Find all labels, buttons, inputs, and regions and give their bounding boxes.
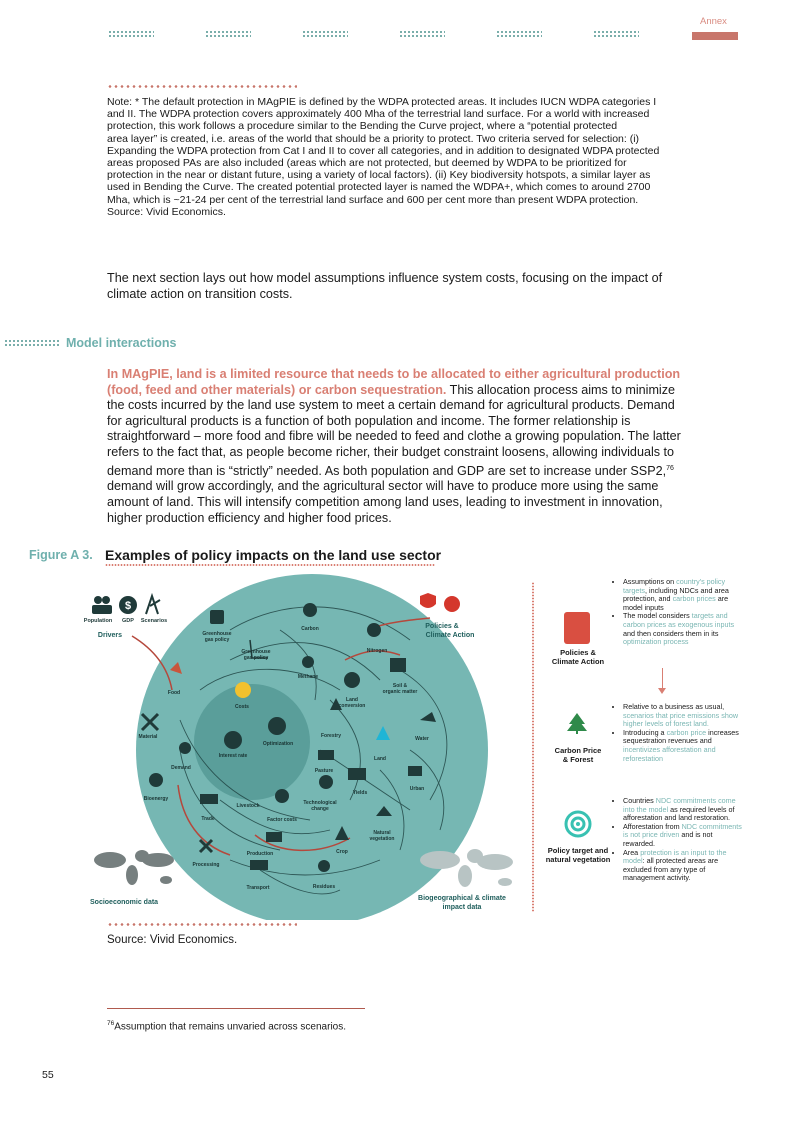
svg-text:$: $	[124, 600, 132, 612]
land-use-diagram	[80, 570, 540, 920]
header-dots-1	[108, 30, 154, 38]
note-block	[107, 96, 747, 218]
header-dots-6	[593, 30, 639, 38]
seg: increases sequestration revenues and	[623, 727, 739, 746]
node-ghg2-1: Greenhouse	[241, 649, 271, 655]
policy-shield-icon	[420, 593, 436, 608]
node-livestock: Livestock	[236, 803, 260, 809]
climate-icon	[444, 596, 460, 612]
node-ghg1-1: Greenhouse	[202, 631, 232, 637]
note-line: area layer” is created, i.e. areas of the world that should be a priority to protect. Two criteria served for selection: (i)	[107, 132, 640, 145]
forest-icon	[566, 712, 588, 734]
body-line: refers to the fact that, as people become richer, their budget constraint loosens, allowing individuals to	[107, 444, 675, 459]
footnote-text: Assumption that remains unvaried across scenarios.	[114, 1021, 347, 1033]
node-bioenergy: Bioenergy	[143, 796, 169, 802]
urban-icon	[408, 766, 422, 776]
header-dots-5	[496, 30, 542, 38]
panel-1-bullet	[623, 612, 744, 646]
note-divider	[107, 85, 297, 88]
seg: Afforestation from	[623, 821, 682, 831]
seg: Introducing a	[623, 727, 667, 737]
section-dots	[4, 339, 60, 347]
body-line: demand will grow accordingly, and the agricultural sector will have to produce more using the same	[107, 479, 659, 494]
body-line: for agricultural products is a function of both population and income. The former relationship is	[107, 413, 631, 428]
note-line: areas proposed PAs are also included (areas which are not protected, but deemed by WDPA to be prioritized for	[107, 157, 627, 170]
tech-icon	[319, 775, 333, 789]
header-dots-2	[205, 30, 251, 38]
footnote-number: 76	[107, 1020, 115, 1027]
greenhouse-icon	[210, 610, 224, 624]
node-pasture: Pasture	[314, 768, 334, 774]
node-urban: Urban	[409, 786, 425, 792]
driver-scenarios: Scenarios	[140, 618, 168, 624]
seg-teal: carbon price	[666, 727, 707, 737]
seg: are model inputs	[623, 594, 729, 612]
driver-population: Population	[83, 618, 113, 624]
seg-teal: country's policy targets	[623, 577, 726, 595]
node-transport: Transport	[246, 885, 270, 891]
interest-icon	[224, 731, 242, 749]
panel-3-bullet	[623, 849, 744, 883]
gdp-icon	[119, 596, 137, 614]
seg-teal: NDC commitments is not price driven	[623, 821, 742, 840]
panel-1-label	[545, 648, 611, 666]
land-conversion-icon	[344, 672, 360, 688]
node-land-conversion-1: Land	[346, 697, 358, 703]
seg: Assumptions on	[623, 577, 677, 586]
node-costs: Costs	[235, 704, 249, 710]
bio-map-icon	[420, 849, 513, 887]
header-dots-4	[399, 30, 445, 38]
node-material: Material	[138, 734, 158, 740]
body-line: straightforward – more food and fibre will be needed to feed and clothe a growing population. The latter	[107, 429, 681, 444]
footnote	[107, 1020, 346, 1032]
nitrogen-icon	[367, 623, 381, 637]
node-tech-2: change	[311, 806, 329, 812]
node-optimization: Optimization	[262, 741, 294, 747]
seg: : all protected areas are excluded from any type of management activity.	[623, 856, 719, 883]
seg-teal: incentivizes afforestation and reforestation	[623, 744, 716, 763]
livestock-icon	[275, 789, 289, 803]
footnote-rule	[107, 1008, 365, 1009]
section-title: Model interactions	[66, 336, 177, 350]
node-soil-2: organic matter	[382, 689, 418, 695]
header-dots-3	[302, 30, 348, 38]
node-yields: Yields	[352, 790, 368, 796]
node-carbon: Carbon	[301, 626, 319, 632]
node-soil-1: Soil &	[392, 683, 408, 689]
node-production: Production	[246, 851, 274, 857]
figure-source: Source: Vivid Economics.	[107, 934, 238, 946]
panel-3-label	[542, 846, 614, 864]
seg: Area	[623, 847, 641, 857]
body-line: demand more than is “strictly” needed. As both population and GDP are set to increase under SSP2,	[107, 463, 667, 478]
header-accent-bar	[692, 32, 738, 40]
intro-paragraph	[107, 271, 747, 302]
note-line: Mha, which is ~21-24 per cent of the terrestrial land surface and 600 per cent more than present WDPA protection.	[107, 193, 639, 206]
panel-3-label-line: natural vegetation	[545, 855, 611, 864]
panel-3-bullets	[614, 797, 744, 883]
optimization-icon	[268, 717, 286, 735]
bioenergy-icon	[149, 773, 163, 787]
arrow-head	[658, 688, 666, 694]
body-text: This allocation process aims to minimize	[446, 382, 676, 397]
seg: The model considers	[623, 611, 692, 621]
node-land-conversion-2: conversion	[338, 703, 366, 709]
seg-teal: targets and carbon prices as exogenous inputs	[623, 611, 735, 629]
arrow-line	[662, 668, 663, 690]
policies-title-1: Policies &	[425, 623, 459, 630]
intro-line: climate action on transition costs.	[107, 286, 293, 301]
panel-2-label-line: & Forest	[562, 755, 594, 764]
panel-3-bullet	[623, 797, 744, 823]
seg: and then considers them in its	[623, 628, 719, 638]
note-source: Source: Vivid Economics.	[107, 205, 226, 218]
panel-1-bullet	[623, 578, 744, 612]
node-food: Food	[167, 690, 181, 696]
node-ghg1-2: gas policy	[204, 637, 230, 643]
panel-2-label-line: Carbon Price	[554, 746, 602, 755]
population-icon	[92, 596, 112, 614]
node-land: Land	[374, 756, 386, 762]
node-trade: Trade	[201, 816, 215, 822]
panel-2-label	[545, 746, 611, 764]
target-icon	[564, 810, 592, 838]
panel-2-bullet	[623, 703, 744, 729]
costs-icon	[235, 682, 251, 698]
node-residues: Residues	[312, 884, 336, 890]
node-nitrogen: Nitrogen	[366, 648, 388, 654]
seg-teal: scenarios that price emissions show higher levels of forest land.	[623, 710, 739, 729]
seg: , including NDCs and area protection, and	[623, 585, 729, 604]
figure-title-underline	[105, 564, 435, 566]
panel-3-bullet	[623, 823, 744, 849]
seg: Countries	[623, 796, 656, 805]
figure-label: Figure A 3.	[29, 548, 93, 562]
footnote-ref[interactable]: 76	[666, 464, 674, 472]
node-natveg-1: Natural	[373, 830, 391, 836]
body-line: the costs incurred by the land use system to meet a certain demand for agricultural products. Demand	[107, 398, 675, 413]
note-line: Expanding the WDPA protection from Cat I and II to cover all categories, and in addition to designated WDPA protected	[107, 144, 660, 157]
pasture-icon	[318, 750, 334, 760]
figure-title: Examples of policy impacts on the land use sector	[105, 547, 442, 563]
body-line: amount of land. This will intensify competition among land uses, leading to investment in innovation,	[107, 494, 663, 509]
seg-teal: optimization process	[623, 637, 689, 647]
yields-icon	[348, 768, 366, 780]
node-demand: Demand	[171, 765, 191, 771]
driver-gdp: GDP	[122, 618, 134, 624]
source-divider	[107, 923, 297, 926]
note-line: and II. The WDPA protection covers approximately 400 Mha of the terrestrial land surface. For a world with increased	[107, 108, 650, 121]
socio-title: Socioeconomic data	[90, 899, 159, 906]
carbon-icon	[303, 603, 317, 617]
world-map-icon	[94, 850, 174, 885]
transport-icon	[250, 860, 268, 870]
body-line: higher production efficiency and higher food prices.	[107, 510, 392, 525]
highlight-line: In MAgPIE, land is a limited resource that needs to be allocated to either agricultural production	[107, 367, 681, 381]
soil-icon	[390, 658, 406, 672]
drivers-title: Drivers	[97, 632, 123, 639]
panel-1-bullets	[614, 578, 744, 647]
seg: and is not rewarded.	[623, 830, 713, 848]
node-ghg2-2: gas policy	[243, 655, 269, 661]
note-line: used in Bending the Curve. The created potential protected layer is named the WDPA+, which comes to around 2700	[107, 181, 651, 194]
node-processing: Processing	[192, 862, 220, 868]
policies-title-2: Climate Action	[425, 632, 475, 639]
note-line: protection, this work follows a procedure similar to the Bending the Curve project, where a “potential protected	[107, 120, 618, 133]
intro-line: The next section lays out how model assumptions influence system costs, focusing on the impact of	[107, 271, 663, 285]
page-number: 55	[42, 1069, 54, 1081]
panel-2-bullets	[614, 703, 744, 763]
trade-icon	[200, 794, 218, 804]
note-line: protection in the near or distant future, using a variety of local factors). (ii) Key biodiversity hotspots, a similar layer as	[107, 169, 651, 182]
panel-1-label-line: Policies &	[560, 648, 596, 657]
node-methane: Methane	[297, 674, 319, 680]
seg-teal: NDC commitments come into the model	[623, 796, 736, 814]
node-crop: Crop	[336, 849, 348, 855]
diagram-separator	[532, 582, 534, 912]
seg-teal: carbon prices	[672, 594, 716, 604]
node-factor: Factor costs	[267, 817, 297, 823]
methane-icon	[302, 656, 314, 668]
panel-1-label-line: Climate Action	[551, 657, 605, 666]
node-interest: Interest rate	[218, 753, 248, 759]
panel-3-label-line: Policy target and	[547, 846, 609, 855]
seg-teal: protection is an input to the model	[623, 847, 727, 866]
section-header-label: Annex	[700, 16, 727, 27]
policy-document-icon	[564, 612, 590, 644]
seg: as required levels of afforestation and land restoration.	[623, 804, 735, 823]
production-icon	[266, 832, 282, 842]
node-natveg-2: vegetation	[369, 836, 395, 842]
node-tech-1: Technological	[303, 800, 337, 806]
bio-title-1: Biogeographical & climate	[418, 895, 506, 902]
node-water: Water	[415, 736, 429, 742]
highlight-line: (food, feed and other materials) or carbon sequestration.	[107, 382, 447, 397]
residues-icon	[318, 860, 330, 872]
main-paragraph	[107, 367, 747, 526]
bio-title-2: impact data	[442, 904, 482, 911]
panel-2-bullet	[623, 729, 744, 763]
scenarios-icon	[146, 596, 160, 614]
seg: Relative to a business as usual,	[623, 702, 725, 711]
node-forestry: Forestry	[320, 733, 342, 739]
note-line: Note: * The default protection in MAgPIE is defined by the WDPA protected areas. It includes IUCN WDPA categories I	[107, 96, 657, 108]
demand-icon	[179, 742, 191, 754]
